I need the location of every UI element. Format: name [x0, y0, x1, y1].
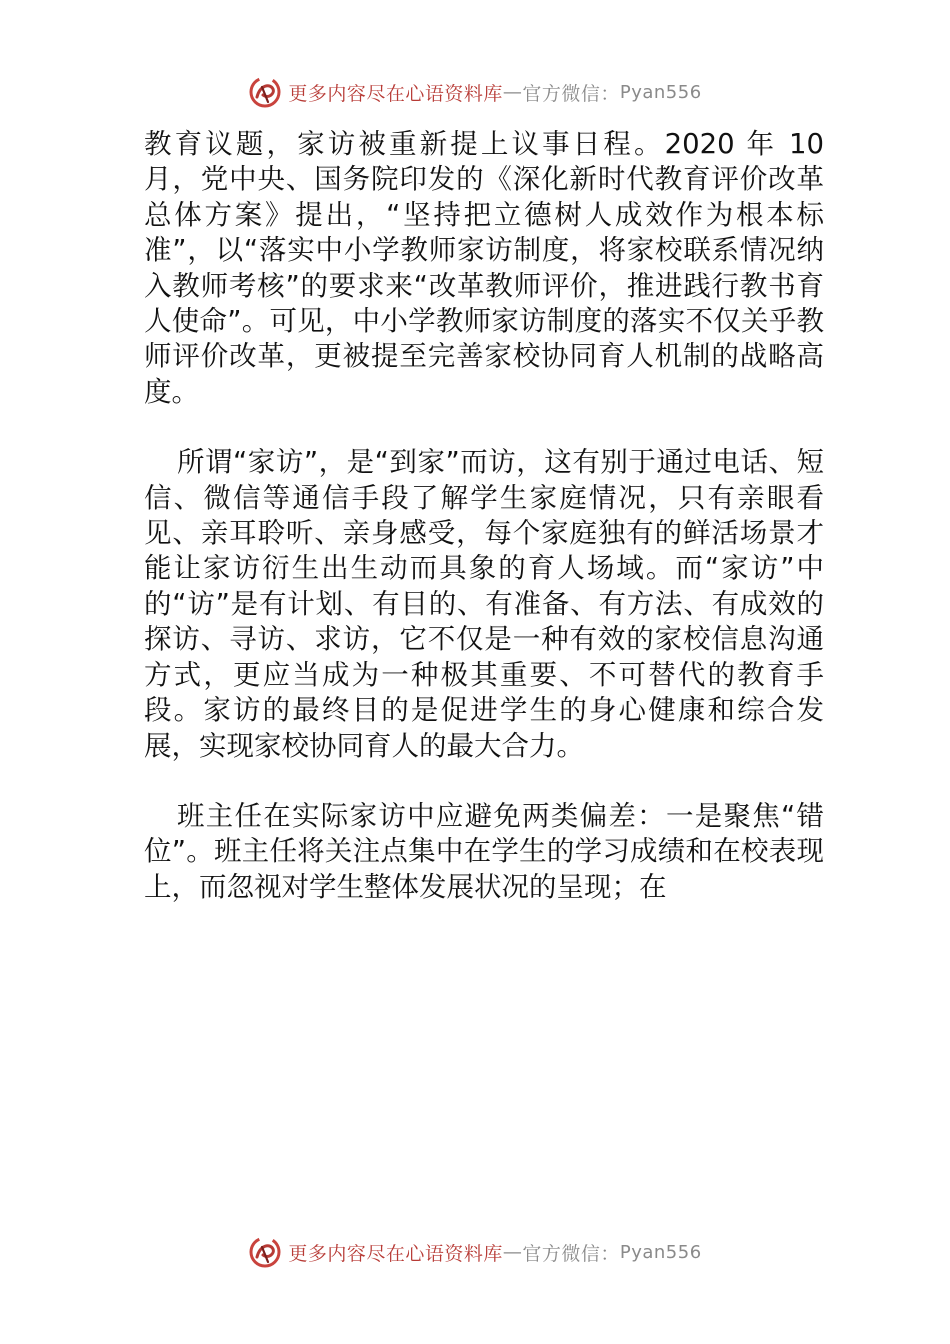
paragraph-3: 班主任在实际家访中应避免两类偏差：一是聚焦“错位”。班主任将关注点集中在学生的学习成绩和在校表现上，而忽视对学生整体发展状况的呈现；在 [144, 799, 824, 903]
header-dash: — [502, 81, 523, 103]
footer-wechat-id: Pyan556 [619, 1241, 702, 1263]
footer-wechat-label: 官方微信： [522, 1242, 620, 1265]
red-swirl-seal-icon [248, 1235, 282, 1269]
header-banner [0, 70, 950, 114]
footer-banner [0, 1230, 950, 1274]
footer-dash: — [502, 1241, 523, 1263]
paragraph-1: 教育议题，家访被重新提上议事日程。2020 年 10 月，党中央、国务院印发的《深化新时代教育评价改革总体方案》提出，“坚持把立德树人成效作为根本标准”，以“落实中小学教师家访制度，将家校联系情况纳入教师考核”的要求来“改革教师评价，推进践行教书育人使命”。可见，中小学教师家访制度的落实不仅关乎教师评价改革，更被提至完善家校协同育人机制的战略高度。 [144, 128, 824, 408]
document-body [144, 127, 824, 940]
red-swirl-seal-icon [248, 75, 282, 109]
paragraph-2: 所谓“家访”，是“到家”而访，这有别于通过电话、短信、微信等通信手段了解学生家庭情况，只有亲眼看见、亲耳聆听、亲身感受，每个家庭独有的鲜活场景才能让家访衍生出生动而具象的育人场域。而“家访”中的“访”是有计划、有目的、有准备、有方法、有成效的探访、寻访、求访，它不仅是一种有效的家校信息沟通方式，更应当成为一种极其重要、不可替代的教育手段。家访的最终目的是促进学生的身心健康和综合发展，实现家校协同育人的最大合力。 [144, 446, 824, 762]
header-wechat-id: Pyan556 [619, 81, 702, 103]
footer-library-text: 更多内容尽在心语资料库 [288, 1242, 503, 1265]
header-wechat-label: 官方微信： [522, 82, 620, 105]
header-library-text: 更多内容尽在心语资料库 [288, 82, 503, 105]
